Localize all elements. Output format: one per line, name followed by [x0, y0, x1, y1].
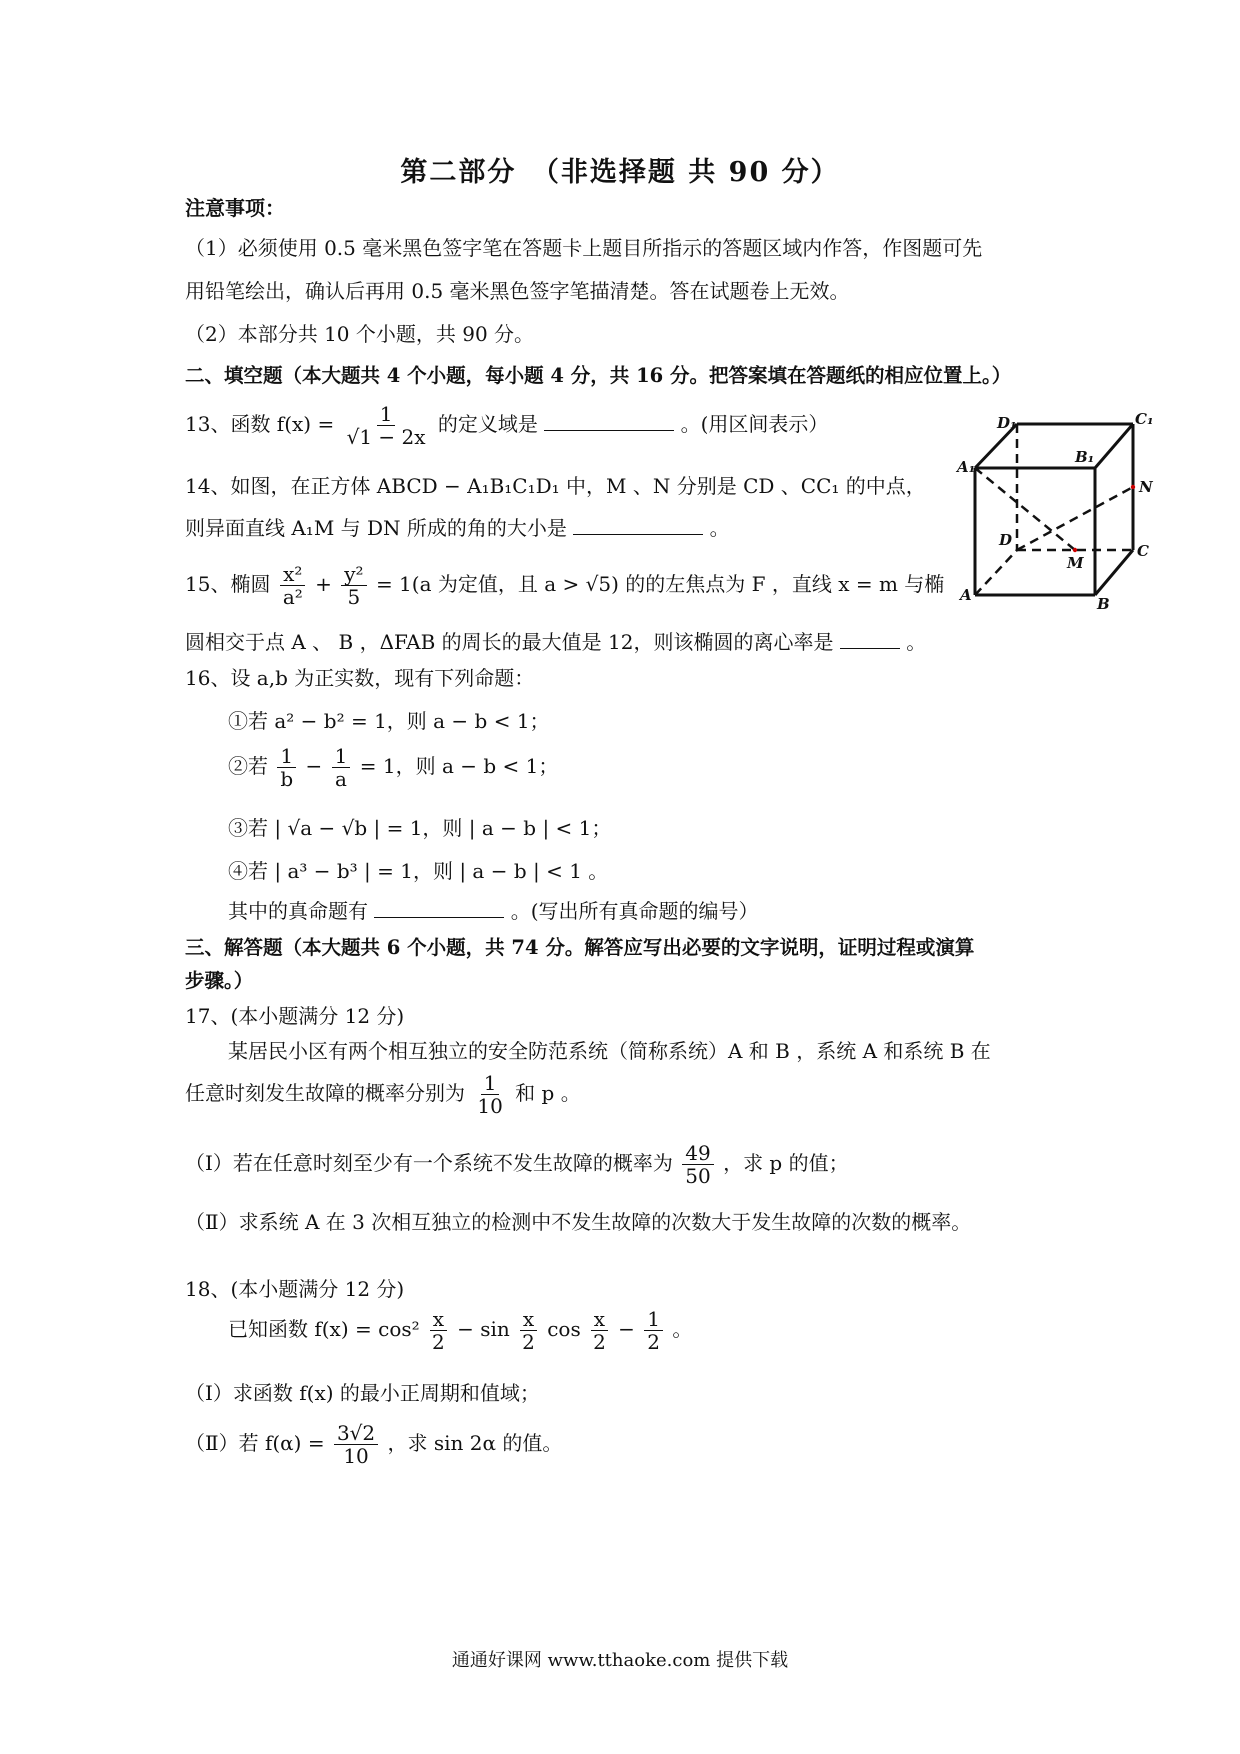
label-a1: A₁ — [957, 458, 976, 476]
q14-line-2-prefix: 则异面直线 A₁M 与 DN 所成的角的大小是 — [185, 516, 567, 540]
q16-p2-fraction-1 — [277, 745, 296, 790]
q14-line-1: 14、如图，在正方体 ABCD − A₁B₁C₁D₁ 中，M 、N 分别是 CD 、CC₁ 的中点， — [185, 474, 926, 498]
label-n: N — [1139, 478, 1153, 496]
section-2-heading: 二、填空题（本大题共 4 个小题，每小题 4 分，共 16 分。把答案填在答题纸的相应位置上。） — [185, 364, 1012, 387]
edge-bc — [1095, 550, 1133, 595]
q16-proposition-2 — [228, 745, 558, 790]
q15-fraction-y — [341, 563, 366, 608]
notice-item-1-line-2: 用铅笔绘出，确认后再用 0.5 毫米黑色签字笔描清楚。答在试题卷上无效。 — [185, 279, 850, 303]
q15-tail: 。 — [906, 630, 927, 654]
q16-p2-f1-den: b — [280, 767, 294, 791]
q17-frac-den: 10 — [477, 1094, 503, 1118]
q18-frac-d-num: 1 — [644, 1308, 663, 1331]
point-m-marker — [1073, 548, 1077, 552]
question-15-line-2 — [185, 626, 926, 655]
section-3-heading-line-2: 步骤。） — [185, 969, 254, 992]
q16-conclusion — [228, 895, 759, 924]
q13-answer-blank — [544, 410, 674, 431]
q13-tail: 。(用区间表示） — [680, 412, 829, 436]
q17-label: 17、(本小题满分 12 分) — [185, 1004, 405, 1028]
q15-plus: + — [315, 572, 332, 596]
q18-part-2-num: 3√2 — [334, 1422, 378, 1445]
q18-part-1: （Ⅰ）求函数 f(x) 的最小正周期和值域； — [185, 1381, 540, 1405]
q16-conclusion-tail: 。(写出所有真命题的编号） — [510, 899, 759, 923]
q13-numerator: 1 — [377, 403, 396, 426]
q18-frac-b-num: x — [520, 1308, 537, 1331]
q18-frac-d — [644, 1308, 663, 1353]
q17-line-2 — [185, 1072, 581, 1117]
label-d1: D₁ — [997, 414, 1017, 432]
q18-intro — [228, 1308, 692, 1353]
q13-fraction — [344, 403, 429, 448]
q15-frac1-den: a² — [282, 585, 303, 609]
label-c1: C₁ — [1135, 410, 1154, 428]
segment-dn — [1017, 487, 1133, 550]
label-a: A — [960, 586, 972, 604]
q15-frac2-den: 5 — [347, 585, 361, 609]
label-b: B — [1097, 595, 1110, 610]
q18-frac-a-den: 2 — [432, 1330, 445, 1354]
q18-part-2-prefix: （Ⅱ）若 f(α) = — [185, 1431, 325, 1455]
notice-item-1-line-1: （1）必须使用 0.5 毫米黑色签字笔在答题卡上题目所指示的答题区域内作答，作图题可先 — [185, 236, 983, 260]
q18-frac-d-den: 2 — [647, 1330, 661, 1354]
label-m: M — [1067, 554, 1084, 572]
q17-line-2-suffix: 和 p 。 — [515, 1081, 581, 1105]
section-3-heading-line-1: 三、解答题（本大题共 6 个小题，共 74 分。解答应写出必要的文字说明，证明过程或演算 — [185, 936, 975, 959]
q16-p2-f2-num: 1 — [332, 745, 351, 768]
q15-fraction-x — [280, 563, 306, 608]
question-14-line-2 — [185, 512, 730, 541]
q15-line-2-prefix: 圆相交于点 A 、 B ，ΔFAB 的周长的最大值是 12，则该椭圆的离心率是 — [185, 630, 834, 654]
q17-frac-num: 1 — [481, 1072, 500, 1095]
q15-frac2-num: y² — [341, 563, 366, 586]
q16-intro: 16、设 a,b 为正实数，现有下列命题： — [185, 666, 535, 690]
q17-part-1-prefix: （Ⅰ）若在任意时刻至少有一个系统不发生故障的概率为 — [185, 1151, 673, 1175]
cube-figure — [955, 410, 1155, 610]
point-n-marker — [1131, 485, 1135, 489]
q16-p2-fraction-2 — [332, 745, 351, 790]
q18-mid-1: − sin — [457, 1317, 510, 1341]
edge-ad-hidden — [975, 550, 1017, 595]
q14-answer-blank — [573, 514, 703, 535]
label-c: C — [1137, 542, 1149, 560]
notice-heading: 注意事项： — [185, 196, 285, 220]
q16-p2-suffix: = 1，则 a − b < 1； — [359, 754, 559, 778]
q16-p2-prefix: ②若 — [228, 754, 268, 778]
q16-p2-f1-num: 1 — [277, 745, 296, 768]
q16-proposition-4: ④若 | a³ − b³ | = 1，则 | a − b | < 1 。 — [228, 859, 609, 883]
q13-denominator: √1 − 2x — [346, 425, 426, 449]
q18-mid-2: cos — [547, 1317, 581, 1341]
q16-conclusion-prefix: 其中的真命题有 — [228, 899, 368, 923]
q18-frac-a — [429, 1308, 448, 1353]
q17-part-1-fraction — [682, 1142, 713, 1187]
q13-suffix: 的定义域是 — [437, 412, 538, 436]
label-d: D — [999, 531, 1013, 549]
q16-proposition-3: ③若 | √a − √b | = 1，则 | a − b | < 1； — [228, 816, 612, 840]
q17-line-1: 某居民小区有两个相互独立的安全防范系统（简称系统）A 和 B ，系统 A 和系统 B 在 — [228, 1039, 991, 1063]
q17-part-1 — [185, 1142, 849, 1187]
q16-proposition-1: ①若 a² − b² = 1，则 a − b < 1； — [228, 709, 550, 733]
q15-answer-blank — [840, 628, 900, 649]
q18-label: 18、(本小题满分 12 分) — [185, 1277, 405, 1301]
q18-frac-a-num: x — [430, 1308, 447, 1331]
q18-frac-c — [590, 1308, 609, 1353]
footer-credit: 通通好课网 www.tthaoke.com 提供下载 — [451, 1650, 789, 1671]
q18-part-2-fraction — [334, 1422, 378, 1467]
q18-part-2-suffix: ，求 sin 2α 的值。 — [387, 1431, 563, 1455]
q17-part-1-num: 49 — [682, 1142, 713, 1165]
q17-part-1-den: 50 — [685, 1164, 711, 1188]
edge-b1c1 — [1095, 424, 1133, 468]
label-b1: B₁ — [1075, 448, 1095, 466]
q16-answer-blank — [374, 897, 504, 918]
q18-part-2 — [185, 1422, 562, 1467]
q14-tail: 。 — [709, 516, 730, 540]
q15-prefix: 15、椭圆 — [185, 572, 271, 596]
q18-mid-3: − — [618, 1317, 635, 1341]
question-15-line-1 — [185, 563, 944, 608]
q17-part-2: （Ⅱ）求系统 A 在 3 次相互独立的检测中不发生故障的次数大于发生故障的次数的概率。 — [185, 1210, 972, 1234]
q17-part-1-suffix: ，求 p 的值； — [723, 1151, 849, 1175]
q18-intro-tail: 。 — [672, 1317, 693, 1341]
q15-frac1-num: x² — [280, 563, 305, 586]
q13-prefix: 13、函数 f(x) = — [185, 412, 335, 436]
q16-p2-f2-den: a — [335, 767, 347, 791]
q18-frac-c-den: 2 — [593, 1330, 606, 1354]
q18-frac-c-num: x — [591, 1308, 608, 1331]
q16-p2-minus: − — [305, 754, 323, 778]
q17-line-2-prefix: 任意时刻发生故障的概率分别为 — [185, 1081, 465, 1105]
q18-part-2-den: 10 — [343, 1444, 369, 1468]
q15-suffix: = 1(a 为定值，且 a > √5) 的的左焦点为 F ，直线 x = m 与椭 — [375, 572, 945, 596]
q18-frac-b-den: 2 — [522, 1330, 535, 1354]
q18-intro-prefix: 已知函数 f(x) = cos² — [228, 1317, 420, 1341]
notice-item-2: （2）本部分共 10 个小题，共 90 分。 — [185, 322, 535, 346]
segment-a1m — [975, 468, 1075, 550]
q17-fraction — [474, 1072, 505, 1117]
page-title: 第二部分 （非选择题 共 90 分） — [400, 157, 840, 188]
question-13 — [185, 403, 828, 448]
q18-frac-b — [519, 1308, 538, 1353]
